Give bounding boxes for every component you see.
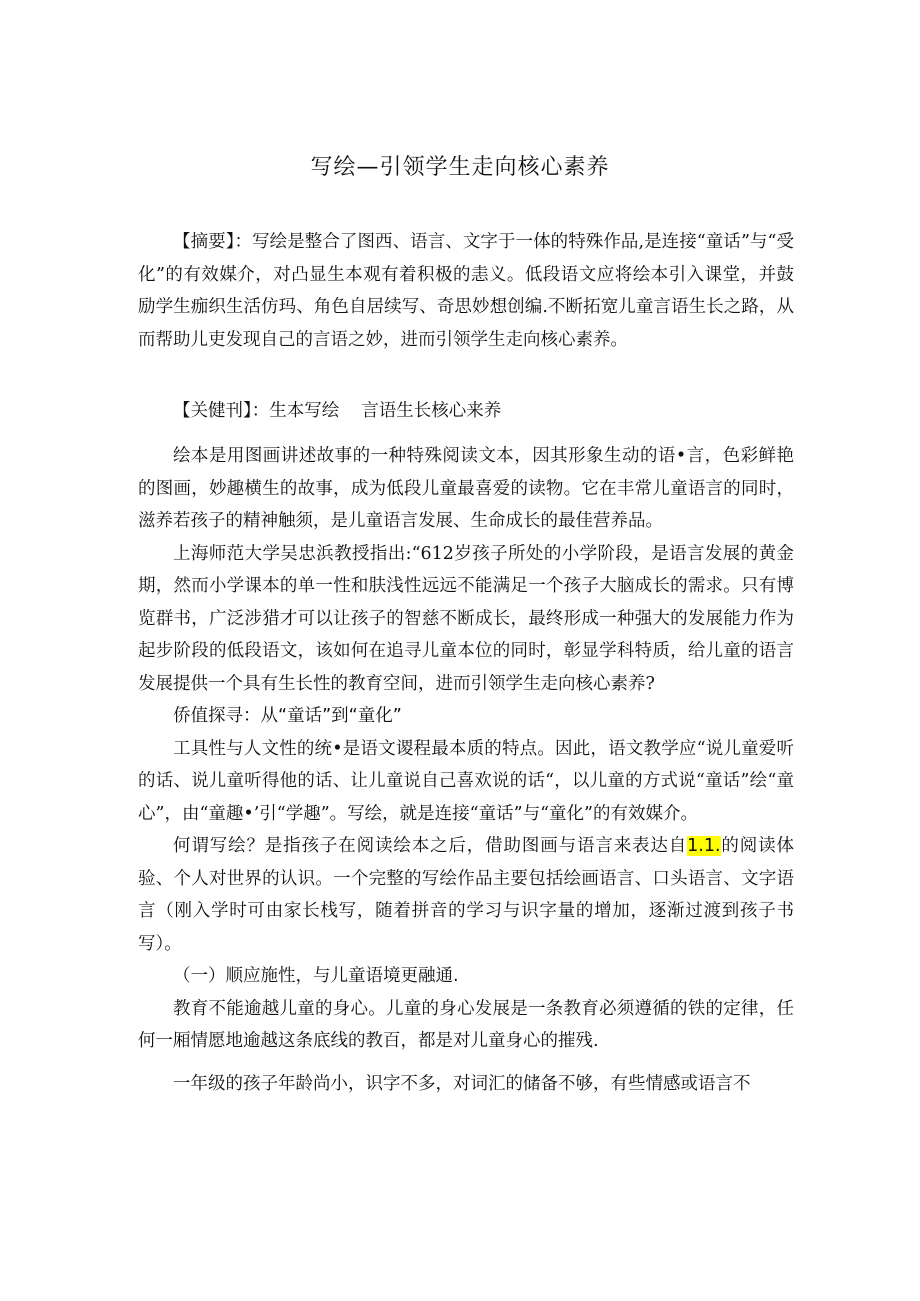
- keywords-separator: ：: [251, 401, 270, 421]
- keyword-1: 生本写绘: [269, 401, 340, 421]
- paragraph-1: 绘本是用图画讲述故事的一种特殊阅读文本，因其形象生动的语•言，色彩鲜艳的图画，妙趣横生的故事，成为低段儿童最喜爱的读物。它在丰常儿童语言的同时，滋养若孩子的精神触须，是儿童语言发展、生命成长的最佳营养品。: [138, 446, 794, 531]
- keywords-label: 【关健刊】: [173, 401, 252, 421]
- highlight-mark: 1.1.: [687, 836, 721, 856]
- paragraph-2: 上海师范大学吴忠浜教授指出:“612岁孩子所处的小学阶段，是语言发展的黄金期，然而小学课本的单一性和肤浅性远远不能满足一个孩子大脑成长的需求。只有博览群书，广泛涉猎才可以让孩子的智慈不断成长，最终形成一种强大的发展能力作为起步阶段的低段语文，该如何在追寻儿童本位的同时，彰显学科特质，给儿童的语言发展提供一个具有生长性的教育空间，进而引领学生走向核心素养?: [138, 543, 794, 694]
- abstract-text: 写绘是整合了图西、语言、文字于一体的特殊作品,是连接“童话”与“受化”的有效媒介，对凸显生本观有着积极的恚义。低段语文应将绘本引入课堂，并鼓励学生痂织生活仿玛、角色自居续写、奇思妙想创编.不断拓宽儿童言语生长之路，从而帮助儿吏发现自己的言语之妙，进而引领学生走向核心素养。: [138, 232, 795, 350]
- section-heading-1: 侨值探寻：从“童话”到“童化”: [173, 706, 402, 726]
- body-section: [138, 440, 794, 1100]
- abstract-label: 【摘要】: [173, 232, 235, 252]
- paragraph-6: 一年级的孩子年龄尚小，识字不多，对词汇的储备不够，有些情感或语言不: [173, 1073, 751, 1094]
- abstract-section: [138, 226, 794, 356]
- paragraph-5: 教育不能逾越儿童的身心。儿童的身心发展是一条教育必须遵循的铁的定律，任何一厢情愿地逾越这条底线的教百，都是对儿童身心的摧残.: [138, 998, 794, 1051]
- paragraph-4: 何谓写绘？是指孩子在阅读绘本之后，借助图画与语言来表达自1.1.的阅读体验、个人对世界的认识。一个完整的写绘作品主要包括绘画语言、口头语言、文字语言（刚入学时可由家长栈写，随着拼音的学习与识字量的增加，逐渐过渡到孩子书写）。: [138, 836, 795, 954]
- keywords-section: [138, 395, 794, 428]
- section-heading-2: （一）顺应施性，与儿童语境更融通.: [173, 966, 459, 986]
- paragraph-3: 工具性与人文性的统•是语文谡程最本质的特点。因此，语文教学应“说儿童爱听的话、说儿童听得他的话、让儿童说自己喜欢说的话“，以儿童的方式说“童话”绘“童心”，由“童趣•’引“学趣”。写绘，就是连接“童话”与“童化”的有效媒介。: [138, 738, 794, 824]
- keyword-2: 言语生长核心来养: [361, 401, 502, 421]
- document-title: 写绘—引领学生走向核心素养: [310, 155, 610, 180]
- abstract-separator: ：: [234, 232, 253, 252]
